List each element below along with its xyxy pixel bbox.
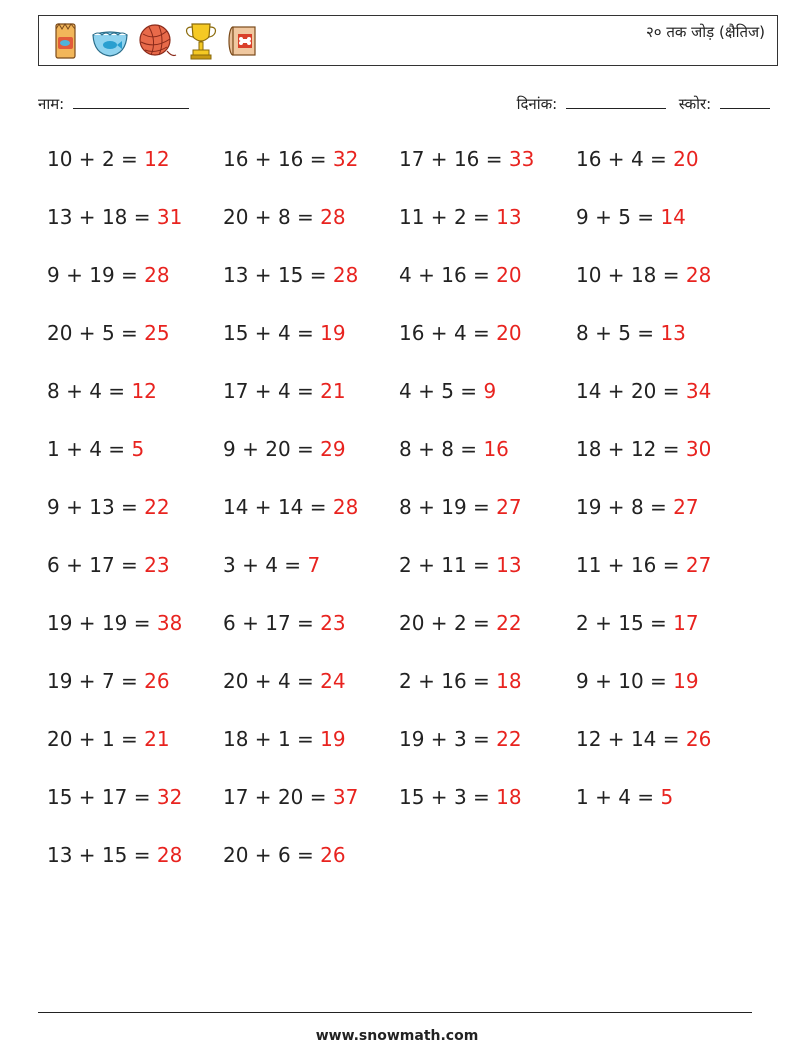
answer: 27 bbox=[685, 553, 712, 577]
addend-a: 13 bbox=[223, 263, 249, 287]
problem-item: 2 + 15 = 17 bbox=[576, 611, 699, 635]
trophy-icon bbox=[183, 21, 219, 61]
problem-item: 18 + 1 = 19 bbox=[223, 727, 346, 751]
answer: 22 bbox=[496, 727, 522, 751]
score-blank[interactable] bbox=[720, 94, 770, 109]
answer: 13 bbox=[496, 205, 522, 229]
answer: 26 bbox=[144, 669, 170, 693]
addend-b: 17 bbox=[265, 611, 291, 635]
addend-b: 20 bbox=[265, 437, 291, 461]
answer: 5 bbox=[131, 437, 145, 461]
answer: 37 bbox=[332, 785, 359, 809]
problem-item: 8 + 4 = 12 bbox=[47, 379, 157, 403]
problem-item: 8 + 19 = 27 bbox=[399, 495, 522, 519]
addend-a: 15 bbox=[223, 321, 249, 345]
problem-item: 15 + 17 = 32 bbox=[47, 785, 183, 809]
addend-a: 16 bbox=[223, 147, 249, 171]
answer: 22 bbox=[496, 611, 522, 635]
problem-item: 9 + 20 = 29 bbox=[223, 437, 346, 461]
answer: 20 bbox=[496, 263, 522, 287]
problem-item: 2 + 16 = 18 bbox=[399, 669, 522, 693]
addend-b: 5 bbox=[618, 321, 631, 345]
problem-item: 20 + 5 = 25 bbox=[47, 321, 170, 345]
name-field bbox=[38, 94, 189, 114]
problem-item: 19 + 19 = 38 bbox=[47, 611, 183, 635]
addend-a: 19 bbox=[47, 669, 73, 693]
addend-b: 10 bbox=[618, 669, 644, 693]
answer: 29 bbox=[320, 437, 346, 461]
answer: 19 bbox=[320, 727, 346, 751]
addend-b: 4 bbox=[277, 379, 291, 403]
addend-b: 1 bbox=[277, 727, 291, 751]
addend-b: 20 bbox=[630, 379, 657, 403]
problem-item: 15 + 3 = 18 bbox=[399, 785, 522, 809]
addend-b: 14 bbox=[277, 495, 304, 519]
answer: 12 bbox=[131, 379, 157, 403]
addend-b: 1 bbox=[101, 727, 115, 751]
addend-a: 17 bbox=[223, 785, 249, 809]
answer: 5 bbox=[660, 785, 674, 809]
problem-item: 2 + 11 = 13 bbox=[399, 553, 522, 577]
problem-item: 8 + 8 = 16 bbox=[399, 437, 509, 461]
addend-b: 8 bbox=[630, 495, 644, 519]
problem-item: 9 + 10 = 19 bbox=[576, 669, 699, 693]
answer: 20 bbox=[496, 321, 522, 345]
addend-a: 9 bbox=[47, 263, 60, 287]
addend-b: 16 bbox=[453, 147, 480, 171]
problem-item: 10 + 18 = 28 bbox=[576, 263, 712, 287]
addend-b: 13 bbox=[89, 495, 115, 519]
addend-b: 15 bbox=[101, 843, 128, 867]
addend-b: 4 bbox=[89, 379, 102, 403]
answer: 14 bbox=[660, 205, 686, 229]
addend-a: 15 bbox=[399, 785, 425, 809]
problem-item: 11 + 16 = 27 bbox=[576, 553, 712, 577]
addend-b: 18 bbox=[101, 205, 128, 229]
problem-item: 20 + 8 = 28 bbox=[223, 205, 346, 229]
answer: 23 bbox=[320, 611, 346, 635]
addend-a: 13 bbox=[47, 205, 73, 229]
problem-item: 14 + 14 = 28 bbox=[223, 495, 359, 519]
addend-a: 4 bbox=[399, 379, 412, 403]
answer: 19 bbox=[320, 321, 346, 345]
answer: 7 bbox=[307, 553, 321, 577]
addend-b: 19 bbox=[101, 611, 128, 635]
addend-b: 8 bbox=[441, 437, 454, 461]
addend-b: 17 bbox=[101, 785, 128, 809]
addend-a: 1 bbox=[47, 437, 60, 461]
addend-a: 2 bbox=[399, 553, 412, 577]
addend-a: 18 bbox=[223, 727, 249, 751]
addend-b: 14 bbox=[630, 727, 657, 751]
problem-item: 6 + 17 = 23 bbox=[47, 553, 170, 577]
addend-a: 8 bbox=[399, 495, 412, 519]
name-blank[interactable] bbox=[73, 94, 189, 109]
problem-item: 16 + 4 = 20 bbox=[576, 147, 699, 171]
addend-a: 14 bbox=[223, 495, 249, 519]
addend-a: 20 bbox=[223, 669, 249, 693]
problem-item: 17 + 16 = 33 bbox=[399, 147, 535, 171]
addend-a: 9 bbox=[576, 205, 589, 229]
problem-item: 19 + 7 = 26 bbox=[47, 669, 170, 693]
worksheet-title: २० तक जोड़ (क्षैतिज) bbox=[645, 23, 765, 41]
problem-item: 20 + 1 = 21 bbox=[47, 727, 170, 751]
addend-a: 18 bbox=[576, 437, 602, 461]
addend-a: 19 bbox=[399, 727, 425, 751]
addend-b: 7 bbox=[101, 669, 115, 693]
problem-item: 6 + 17 = 23 bbox=[223, 611, 346, 635]
problem-item: 18 + 12 = 30 bbox=[576, 437, 712, 461]
answer: 28 bbox=[320, 205, 346, 229]
addend-b: 20 bbox=[277, 785, 304, 809]
addend-a: 8 bbox=[576, 321, 589, 345]
addend-a: 19 bbox=[47, 611, 73, 635]
answer: 30 bbox=[685, 437, 712, 461]
problem-item: 17 + 20 = 37 bbox=[223, 785, 359, 809]
addend-a: 20 bbox=[47, 321, 73, 345]
answer: 13 bbox=[660, 321, 686, 345]
addend-a: 20 bbox=[47, 727, 73, 751]
addend-a: 14 bbox=[576, 379, 602, 403]
addend-b: 4 bbox=[277, 669, 291, 693]
answer: 22 bbox=[144, 495, 170, 519]
problem-item: 9 + 13 = 22 bbox=[47, 495, 170, 519]
addend-b: 4 bbox=[453, 321, 467, 345]
addend-b: 2 bbox=[101, 147, 115, 171]
answer: 24 bbox=[320, 669, 346, 693]
answer: 16 bbox=[483, 437, 509, 461]
worksheet-header bbox=[38, 15, 778, 66]
addend-b: 18 bbox=[630, 263, 657, 287]
answer: 32 bbox=[156, 785, 183, 809]
problem-item: 10 + 2 = 12 bbox=[47, 147, 170, 171]
date-label: दिनांक: bbox=[516, 95, 558, 113]
answer: 21 bbox=[144, 727, 170, 751]
problem-item: 20 + 2 = 22 bbox=[399, 611, 522, 635]
addend-a: 2 bbox=[576, 611, 589, 635]
addend-b: 4 bbox=[630, 147, 644, 171]
answer: 25 bbox=[144, 321, 170, 345]
addend-b: 3 bbox=[453, 727, 467, 751]
answer: 27 bbox=[673, 495, 699, 519]
answer: 26 bbox=[685, 727, 712, 751]
addend-a: 3 bbox=[223, 553, 236, 577]
addend-b: 15 bbox=[277, 263, 304, 287]
problem-item: 19 + 3 = 22 bbox=[399, 727, 522, 751]
addend-a: 11 bbox=[399, 205, 425, 229]
addend-b: 5 bbox=[441, 379, 454, 403]
addend-a: 16 bbox=[399, 321, 425, 345]
addend-a: 9 bbox=[47, 495, 60, 519]
addend-b: 16 bbox=[441, 263, 467, 287]
addend-b: 19 bbox=[441, 495, 467, 519]
problem-item: 1 + 4 = 5 bbox=[47, 437, 145, 461]
addend-a: 8 bbox=[399, 437, 412, 461]
addend-a: 17 bbox=[399, 147, 425, 171]
addend-a: 17 bbox=[223, 379, 249, 403]
answer: 38 bbox=[156, 611, 183, 635]
addend-b: 3 bbox=[453, 785, 467, 809]
answer: 12 bbox=[144, 147, 170, 171]
problem-item: 11 + 2 = 13 bbox=[399, 205, 522, 229]
answer: 27 bbox=[496, 495, 522, 519]
fish-food-bag-icon bbox=[47, 21, 83, 61]
addend-a: 19 bbox=[576, 495, 602, 519]
answer: 20 bbox=[673, 147, 699, 171]
problem-item: 20 + 4 = 24 bbox=[223, 669, 346, 693]
addend-a: 20 bbox=[223, 205, 249, 229]
problem-item: 13 + 15 = 28 bbox=[47, 843, 183, 867]
addend-b: 2 bbox=[453, 611, 467, 635]
problem-item: 13 + 15 = 28 bbox=[223, 263, 359, 287]
addend-b: 4 bbox=[618, 785, 631, 809]
answer: 19 bbox=[673, 669, 699, 693]
problem-item: 9 + 19 = 28 bbox=[47, 263, 170, 287]
problem-item: 14 + 20 = 34 bbox=[576, 379, 712, 403]
addend-b: 19 bbox=[89, 263, 115, 287]
problem-item: 16 + 4 = 20 bbox=[399, 321, 522, 345]
addend-a: 12 bbox=[576, 727, 602, 751]
problem-item: 19 + 8 = 27 bbox=[576, 495, 699, 519]
addend-b: 11 bbox=[441, 553, 467, 577]
addend-a: 20 bbox=[399, 611, 425, 635]
answer: 17 bbox=[673, 611, 699, 635]
addend-a: 15 bbox=[47, 785, 73, 809]
addend-a: 20 bbox=[223, 843, 249, 867]
fish-bowl-icon bbox=[89, 21, 131, 61]
addend-a: 16 bbox=[576, 147, 602, 171]
answer: 28 bbox=[332, 263, 359, 287]
score-label: स्कोर: bbox=[678, 95, 712, 113]
addend-a: 11 bbox=[576, 553, 602, 577]
addend-b: 6 bbox=[277, 843, 291, 867]
addend-b: 16 bbox=[441, 669, 467, 693]
addend-a: 6 bbox=[223, 611, 236, 635]
problem-item: 16 + 16 = 32 bbox=[223, 147, 359, 171]
answer: 9 bbox=[483, 379, 497, 403]
footer-site: www.snowmath.com bbox=[315, 1028, 479, 1044]
addend-b: 4 bbox=[89, 437, 102, 461]
problem-item: 17 + 4 = 21 bbox=[223, 379, 346, 403]
answer: 28 bbox=[156, 843, 183, 867]
footer-divider bbox=[38, 1012, 752, 1013]
problem-item: 9 + 5 = 14 bbox=[576, 205, 686, 229]
problem-item: 13 + 18 = 31 bbox=[47, 205, 183, 229]
addend-b: 8 bbox=[277, 205, 291, 229]
answer: 31 bbox=[156, 205, 183, 229]
answer: 18 bbox=[496, 669, 522, 693]
answer: 28 bbox=[685, 263, 712, 287]
problem-item: 4 + 16 = 20 bbox=[399, 263, 522, 287]
answer: 34 bbox=[685, 379, 712, 403]
problem-item: 3 + 4 = 7 bbox=[223, 553, 321, 577]
addend-b: 16 bbox=[630, 553, 657, 577]
answer: 32 bbox=[332, 147, 359, 171]
answer: 13 bbox=[496, 553, 522, 577]
yarn-ball-icon bbox=[137, 21, 177, 61]
name-label: नाम: bbox=[38, 95, 65, 113]
answer: 26 bbox=[320, 843, 346, 867]
addend-a: 10 bbox=[576, 263, 602, 287]
problem-item: 12 + 14 = 26 bbox=[576, 727, 712, 751]
addend-b: 12 bbox=[630, 437, 657, 461]
addend-b: 4 bbox=[265, 553, 278, 577]
addend-b: 5 bbox=[618, 205, 631, 229]
addend-b: 17 bbox=[89, 553, 115, 577]
addend-a: 4 bbox=[399, 263, 412, 287]
addend-a: 10 bbox=[47, 147, 73, 171]
date-score-fields bbox=[517, 94, 770, 114]
answer: 28 bbox=[332, 495, 359, 519]
problem-item: 4 + 5 = 9 bbox=[399, 379, 497, 403]
addend-a: 6 bbox=[47, 553, 60, 577]
addend-a: 9 bbox=[223, 437, 236, 461]
addend-a: 1 bbox=[576, 785, 589, 809]
addend-b: 16 bbox=[277, 147, 304, 171]
answer: 23 bbox=[144, 553, 170, 577]
answer: 21 bbox=[320, 379, 346, 403]
addend-a: 13 bbox=[47, 843, 73, 867]
answer: 33 bbox=[508, 147, 535, 171]
problem-item: 15 + 4 = 19 bbox=[223, 321, 346, 345]
addend-b: 2 bbox=[453, 205, 467, 229]
answer: 28 bbox=[144, 263, 170, 287]
addend-b: 5 bbox=[101, 321, 115, 345]
problem-item: 1 + 4 = 5 bbox=[576, 785, 674, 809]
problem-item: 8 + 5 = 13 bbox=[576, 321, 686, 345]
addend-a: 9 bbox=[576, 669, 589, 693]
addend-a: 8 bbox=[47, 379, 60, 403]
answer: 18 bbox=[496, 785, 522, 809]
problem-item: 20 + 6 = 26 bbox=[223, 843, 346, 867]
dog-food-can-icon bbox=[225, 21, 261, 61]
addend-a: 2 bbox=[399, 669, 412, 693]
date-blank[interactable] bbox=[566, 94, 666, 109]
addend-b: 15 bbox=[618, 611, 644, 635]
header-icons bbox=[47, 21, 261, 61]
addend-b: 4 bbox=[277, 321, 291, 345]
